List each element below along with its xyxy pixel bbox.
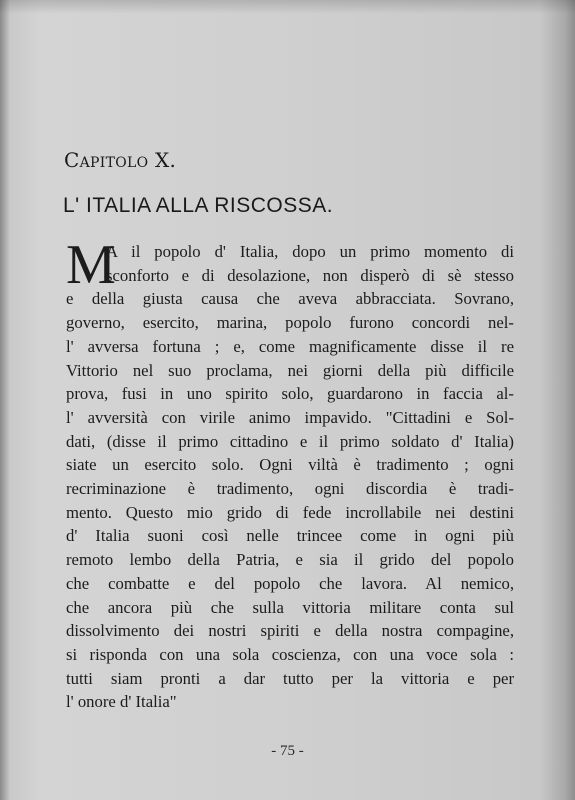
page-number: - 75 - bbox=[271, 743, 304, 759]
text-line: e della giusta causa che aveva abbracciata. Sovrano, bbox=[66, 289, 514, 309]
text-line: remoto lembo della Patria, e sia il grido del popolo bbox=[66, 550, 514, 570]
text-line: sconforto e di desolazione, non disperò di sè stesso bbox=[106, 265, 514, 285]
text-line: siate un esercito solo. Ogni viltà è tradimento ; ogni bbox=[66, 455, 514, 475]
text-line: che combatte e del popolo che lavora. Al nemico, bbox=[66, 573, 514, 593]
text-line: Vittorio nel suo proclama, nei giorni della più difficile bbox=[66, 360, 514, 380]
chapter-heading: Capitolo X. bbox=[64, 148, 177, 172]
text-line: mento. Questo mio grido di fede incrollabile nei destini bbox=[66, 502, 514, 522]
text-line: governo, esercito, marina, popolo furono concordi nel- bbox=[66, 313, 514, 333]
drop-cap: M bbox=[66, 234, 116, 296]
text-line: l' avversità con virile animo impavido. "Cittadini e Sol- bbox=[66, 407, 514, 427]
text-line: si risponda con una sola coscienza, con una voce sola : bbox=[66, 644, 514, 664]
text-line: dissolvimento dei nostri spiriti e della nostra compagine, bbox=[66, 621, 514, 641]
text-line: tutti siam pronti a dar tutto per la vittoria e per bbox=[66, 668, 514, 688]
text-line: d' Italia suoni così nelle trincee come in ogni più bbox=[66, 526, 514, 546]
chapter-title: L' ITALIA ALLA RISCOSSA. bbox=[63, 194, 334, 217]
text-line: dati, (disse il primo cittadino e il primo soldato d' Italia) bbox=[66, 431, 514, 451]
text-line: prova, fusi in uno spirito solo, guardarono in faccia al- bbox=[66, 384, 514, 404]
page-edge-shadow bbox=[0, 0, 575, 14]
body-paragraph bbox=[66, 234, 514, 714]
text-line: A il popolo d' Italia, dopo un primo momento di bbox=[106, 242, 514, 261]
text-line: l' onore d' Italia" bbox=[66, 692, 177, 712]
text-line: recriminazione è tradimento, ogni discordia è tradi- bbox=[66, 479, 514, 499]
text-line: che ancora più che sulla vittoria militare conta sul bbox=[66, 597, 514, 617]
text-line: l' avversa fortuna ; e, come magnificamente disse il re bbox=[66, 336, 514, 356]
